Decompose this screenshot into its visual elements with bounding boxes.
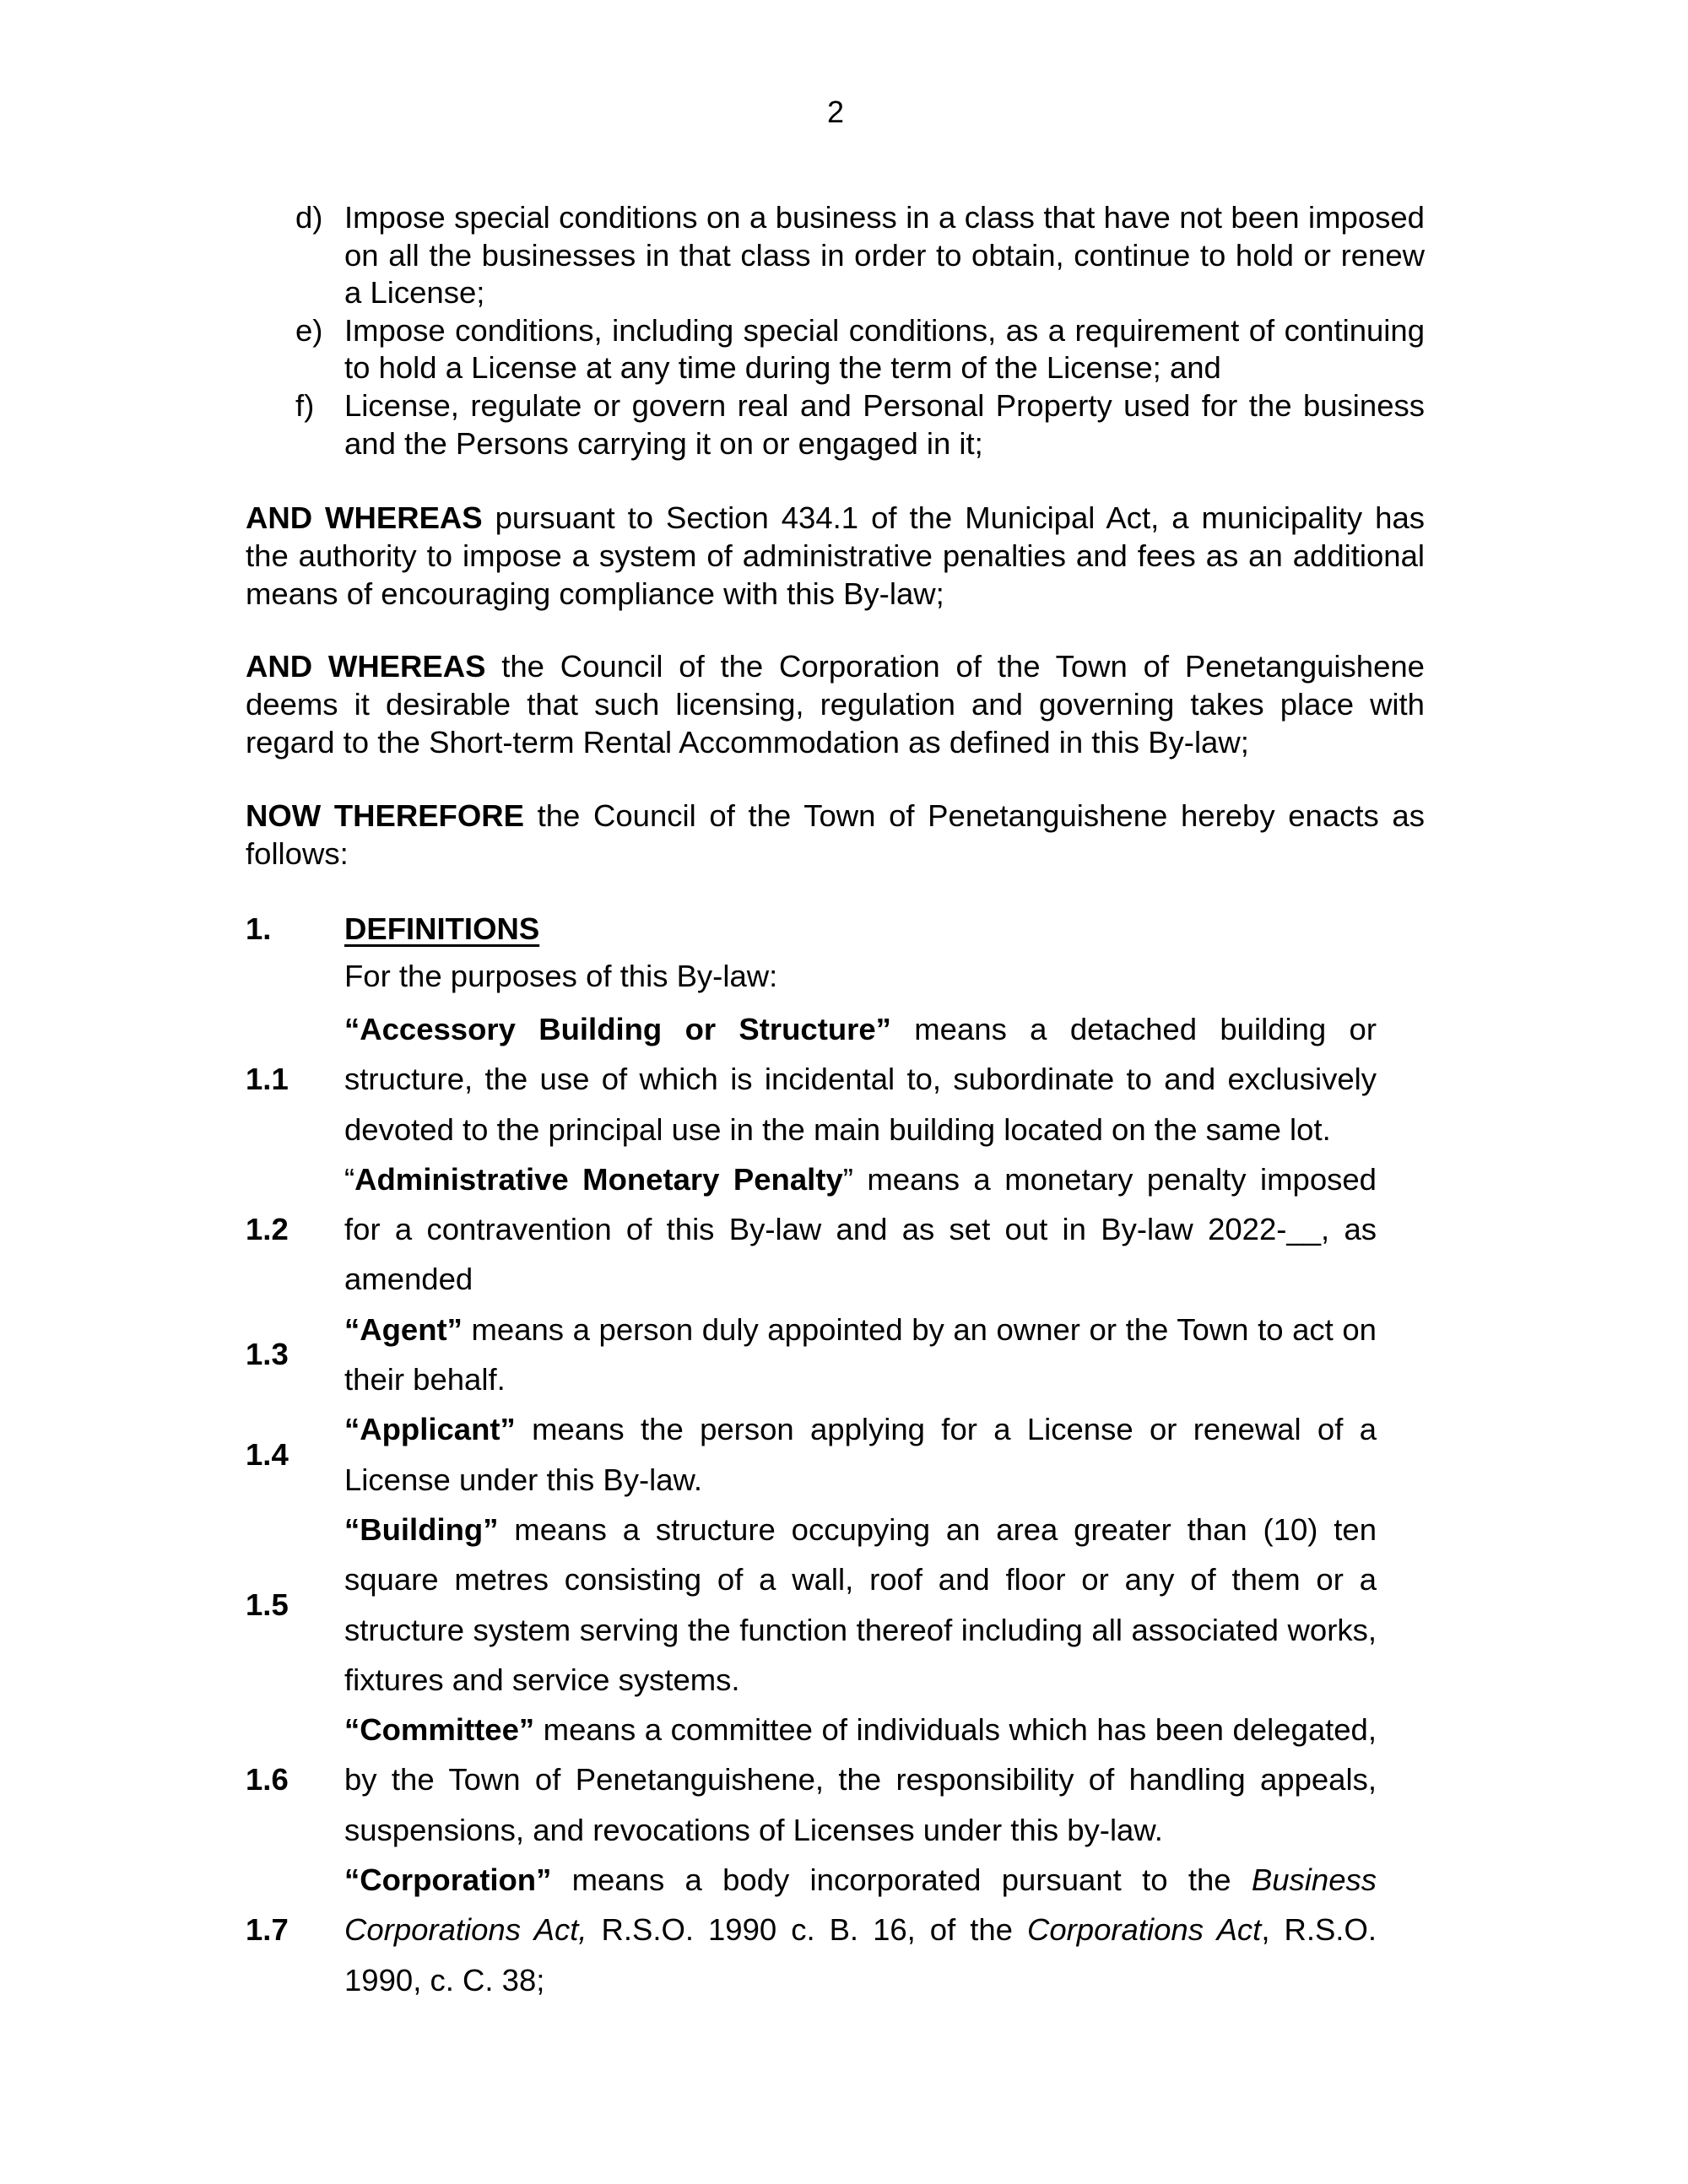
definition-text: means a detached building or structure, the use of which is incidental to, subordinate to and exclusively devoted to the principal use in the main building located on the same lot. <box>344 1012 1377 1147</box>
definition-term: Committee <box>360 1712 519 1748</box>
act-title: Corporations Act <box>1026 1912 1262 1948</box>
definition-text: means a structure occupying an area greater than (10) ten square metres consisting of a wall, roof and floor or any of them or a structure system serving the function thereof including all associated works, fixtures and service systems. <box>344 1511 1377 1697</box>
definition-term: Corporation <box>360 1862 537 1898</box>
definition-item <box>246 1855 1377 2005</box>
definition-term: Agent <box>360 1311 447 1347</box>
open-quote: “ <box>344 1412 360 1447</box>
definition-term: Building <box>360 1511 484 1547</box>
close-quote: ” <box>483 1511 499 1547</box>
close-quote: ” <box>500 1412 516 1447</box>
recital-text: the Council of the Corporation of the Town of Penetanguishene deems it desirable that such licensing, regulation and governing takes place with regard to the Short-term Rental Accommodation as defined in this By-law; <box>246 649 1425 760</box>
close-quote: ” <box>842 1161 853 1197</box>
definition-item <box>246 1305 1377 1405</box>
definition-text: means the person applying for a License or renewal of a License under this By-law. <box>344 1412 1377 1497</box>
definition-number: 1.3 <box>246 1337 289 1372</box>
section-intro: For the purposes of this By-law: <box>344 959 778 993</box>
definition-item <box>246 1154 1377 1305</box>
definition-item <box>246 1505 1377 1705</box>
recital-paragraph <box>246 648 1425 761</box>
list-item <box>295 312 1425 387</box>
definition-number: 1.1 <box>246 1062 289 1097</box>
definition-number: 1.7 <box>246 1912 289 1948</box>
close-quote: ” <box>536 1862 552 1898</box>
list-item-text: Impose conditions, including special conditions, as a requirement of continuing to hold a License at any time during the term of the License; and <box>344 312 1425 386</box>
list-item-text: Impose special conditions on a business in a class that have not been imposed on all the businesses in that class in order to obtain, continue to hold or renew a License; <box>344 200 1425 311</box>
section-title: DEFINITIONS <box>344 911 540 946</box>
open-quote: “ <box>344 1161 355 1197</box>
definition-item <box>246 1404 1377 1505</box>
section-number: 1. <box>246 911 272 946</box>
recital-lead: AND WHEREAS <box>246 649 486 684</box>
list-item <box>295 387 1425 462</box>
page-number: 2 <box>826 95 845 129</box>
open-quote: “ <box>344 1862 360 1898</box>
definition-number: 1.4 <box>246 1437 289 1473</box>
recital-text: pursuant to Section 434.1 of the Municipal Act, a municipality has the authority to impose a system of administrative penalties and fees as an additional means of encouraging compliance with this By-law; <box>246 500 1425 611</box>
definition-term: Accessory Building or Structure <box>360 1012 876 1046</box>
enacting-paragraph <box>246 797 1425 873</box>
definition-term: Applicant <box>360 1412 500 1447</box>
definition-number: 1.5 <box>246 1587 289 1622</box>
definition-item <box>246 1004 1377 1154</box>
definition-term: Administrative Monetary Penalty <box>354 1161 843 1197</box>
recital-lead: AND WHEREAS <box>246 500 483 535</box>
act-title: Business Corporations Act, <box>344 1862 1377 1948</box>
definition-number: 1.2 <box>246 1212 289 1247</box>
enacting-lead: NOW THEREFORE <box>246 798 524 833</box>
definition-item <box>246 1705 1377 1855</box>
list-item-label: f) <box>295 387 315 423</box>
definition-text: means a monetary penalty imposed for a contravention of this By-law and as set out in By-law 2022-__, as amended <box>344 1161 1377 1297</box>
definition-text: R.S.O. 1990 c. B. 16, of the <box>587 1912 1027 1948</box>
definition-text: means a person duly appointed by an owner or the Town to act on their behalf. <box>344 1311 1377 1397</box>
open-quote: “ <box>344 1712 360 1748</box>
enacting-text: the Council of the Town of Penetanguishene hereby enacts as follows: <box>246 798 1425 871</box>
definitions-list <box>246 1004 1377 2005</box>
definition-text: means a body incorporated pursuant to the <box>551 1862 1252 1898</box>
list-item <box>295 199 1425 312</box>
list-item-text: License, regulate or govern real and Personal Property used for the business and the Persons carrying it on or engaged in it; <box>344 387 1425 461</box>
definition-text: means a committee of individuals which has been delegated, by the Town of Penetanguishene, the responsibility of handling appeals, suspensions, and revocations of Licenses under this by-law. <box>344 1712 1377 1847</box>
definition-text: , R.S.O. 1990, c. C. 38; <box>344 1912 1377 1997</box>
open-quote: “ <box>344 1311 360 1347</box>
recital-paragraph <box>246 500 1425 613</box>
powers-list <box>295 199 1425 462</box>
list-item-label: d) <box>295 200 323 235</box>
open-quote: “ <box>344 1012 360 1046</box>
definition-number: 1.6 <box>246 1762 289 1797</box>
close-quote: ” <box>518 1712 535 1748</box>
open-quote: “ <box>344 1511 360 1547</box>
close-quote: ” <box>446 1311 463 1347</box>
close-quote: ” <box>875 1012 891 1046</box>
list-item-label: e) <box>295 312 323 348</box>
